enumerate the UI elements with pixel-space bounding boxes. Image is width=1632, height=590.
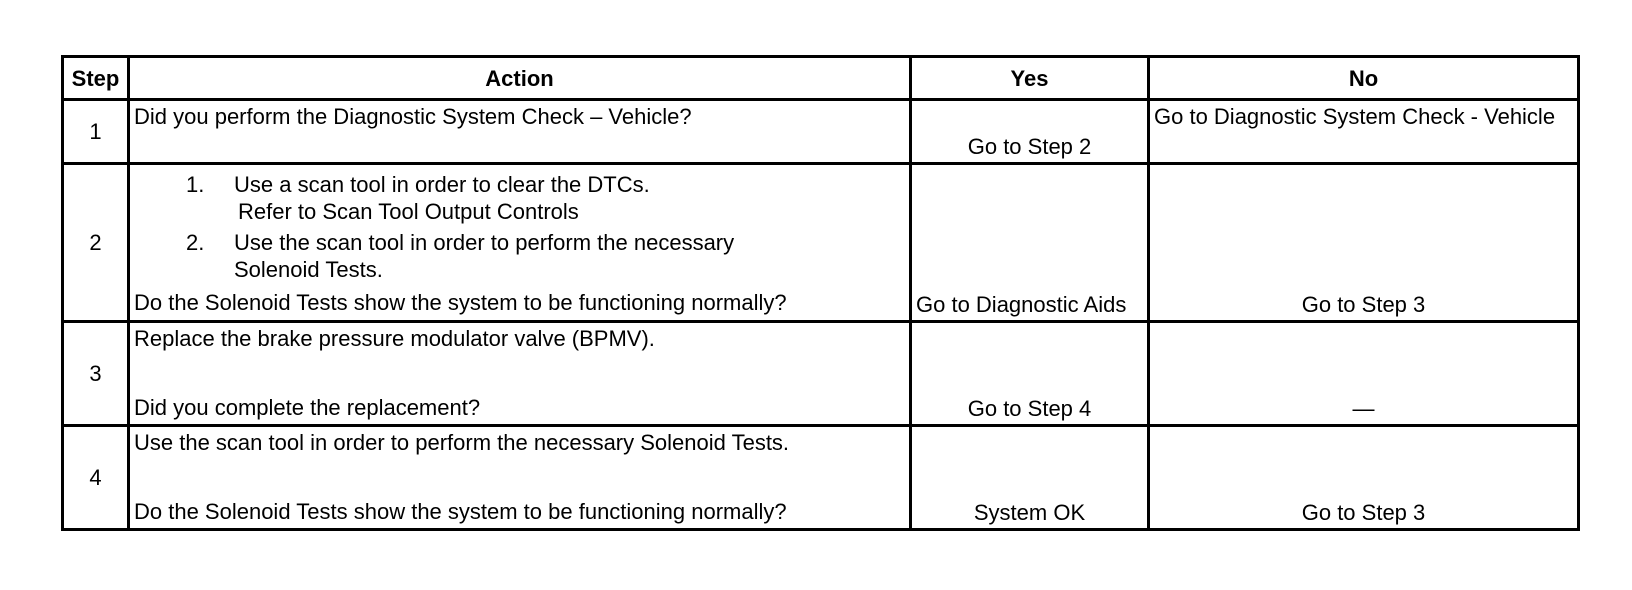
instruction-subtext: Refer to Scan Tool Output Controls [238, 199, 579, 224]
action-content [134, 325, 905, 421]
action-question: Did you perform the Diagnostic System Check – Vehicle? [134, 104, 692, 129]
action-cell [129, 322, 911, 426]
table-row [63, 322, 1579, 426]
instruction-number: 2. [186, 230, 205, 255]
instruction-text: Use the scan tool in order to perform the necessary [234, 230, 735, 255]
instruction-list [134, 171, 905, 283]
instruction-text: Use a scan tool in order to clear the DTCs. [234, 172, 650, 197]
action-text: Replace the brake pressure modulator valve (BPMV). [134, 326, 655, 351]
action-cell [129, 100, 911, 164]
table-row [63, 426, 1579, 530]
action-question: Do the Solenoid Tests show the system to be functioning normally? [134, 290, 787, 315]
diagnostic-table [61, 55, 1580, 531]
step-number: 4 [63, 426, 129, 530]
header-step: Step [63, 57, 129, 100]
no-cell: Go to Step 3 [1149, 426, 1579, 530]
action-cell [129, 164, 911, 322]
yes-cell: System OK [911, 426, 1149, 530]
header-action: Action [129, 57, 911, 100]
table-header-row [63, 57, 1579, 100]
yes-cell: Go to Step 2 [911, 100, 1149, 164]
instruction-item [134, 229, 905, 283]
yes-cell: Go to Diagnostic Aids [911, 164, 1149, 322]
step-number: 2 [63, 164, 129, 322]
no-cell: Go to Diagnostic System Check - Vehicle [1149, 100, 1579, 164]
table-row [63, 100, 1579, 164]
header-yes: Yes [911, 57, 1149, 100]
no-cell: Go to Step 3 [1149, 164, 1579, 322]
instruction-item [134, 171, 905, 225]
action-question: Did you complete the replacement? [134, 395, 481, 420]
action-text: Use the scan tool in order to perform the necessary Solenoid Tests. [134, 430, 790, 455]
no-cell: — [1149, 322, 1579, 426]
action-question: Do the Solenoid Tests show the system to be functioning normally? [134, 499, 787, 524]
instruction-number: 1. [186, 172, 205, 197]
header-no: No [1149, 57, 1579, 100]
step-number: 3 [63, 322, 129, 426]
action-cell [129, 426, 911, 530]
step-number: 1 [63, 100, 129, 164]
instruction-subtext: Solenoid Tests. [234, 257, 383, 282]
table-row [63, 164, 1579, 322]
yes-cell: Go to Step 4 [911, 322, 1149, 426]
action-content [134, 429, 905, 525]
